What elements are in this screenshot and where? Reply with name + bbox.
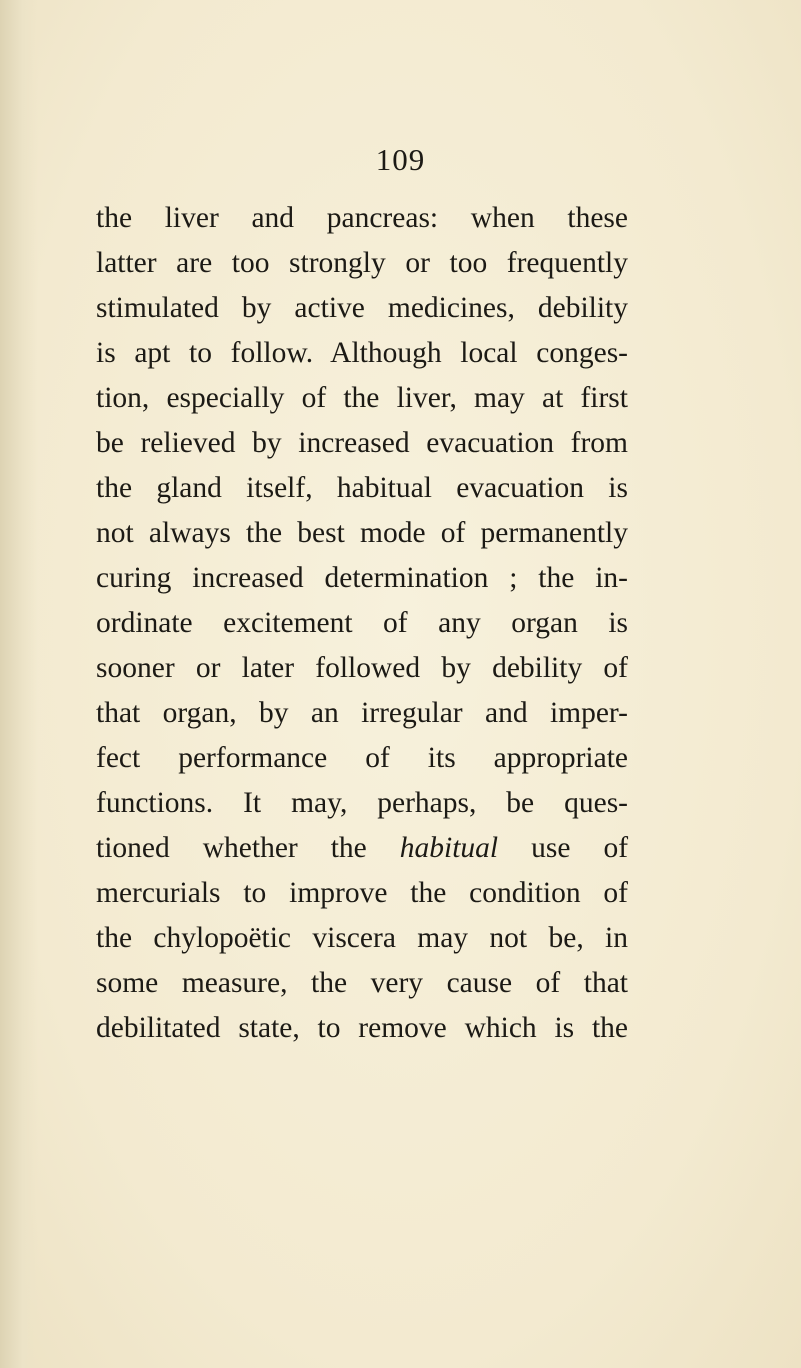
text-line: the liver and pancreas: when these: [96, 202, 628, 234]
text-line: be relieved by increased evacuation from: [96, 427, 628, 459]
text-line: not always the best mode of permanently: [96, 517, 628, 549]
body-text: [96, 196, 628, 1051]
text-line: curing increased determination ; the in-: [96, 562, 628, 594]
text-line: functions. It may, perhaps, be ques-: [96, 787, 628, 819]
text-line: that organ, by an irregular and imper-: [96, 697, 628, 729]
page-number: 109: [375, 142, 426, 177]
text-line: sooner or later followed by debility of: [96, 652, 628, 684]
text-line: stimulated by active medicines, debility: [96, 292, 628, 324]
text-segment: tioned whether the: [96, 832, 367, 864]
text-line: debilitated state, to remove which is the: [96, 1012, 628, 1044]
text-line: latter are too strongly or too frequently: [96, 247, 628, 279]
text-line: is apt to follow. Although local conges-: [96, 337, 628, 369]
text-line: the gland itself, habitual evacuation is: [96, 472, 628, 504]
text-line: the chylopoëtic viscera may not be, in: [96, 922, 628, 954]
text-line-with-italic: [96, 826, 628, 871]
text-line: ordinate excitement of any organ is: [96, 607, 628, 639]
text-line: mercurials to improve the condition of: [96, 877, 628, 909]
text-line: fect performance of its appropriate: [96, 742, 628, 774]
text-line: some measure, the very cause of that: [96, 967, 628, 999]
page-gutter-shadow: [0, 0, 38, 1368]
text-line: tion, especially of the liver, may at first: [96, 382, 628, 414]
italic-word: habitual: [399, 832, 499, 864]
text-segment: use of: [531, 832, 629, 864]
